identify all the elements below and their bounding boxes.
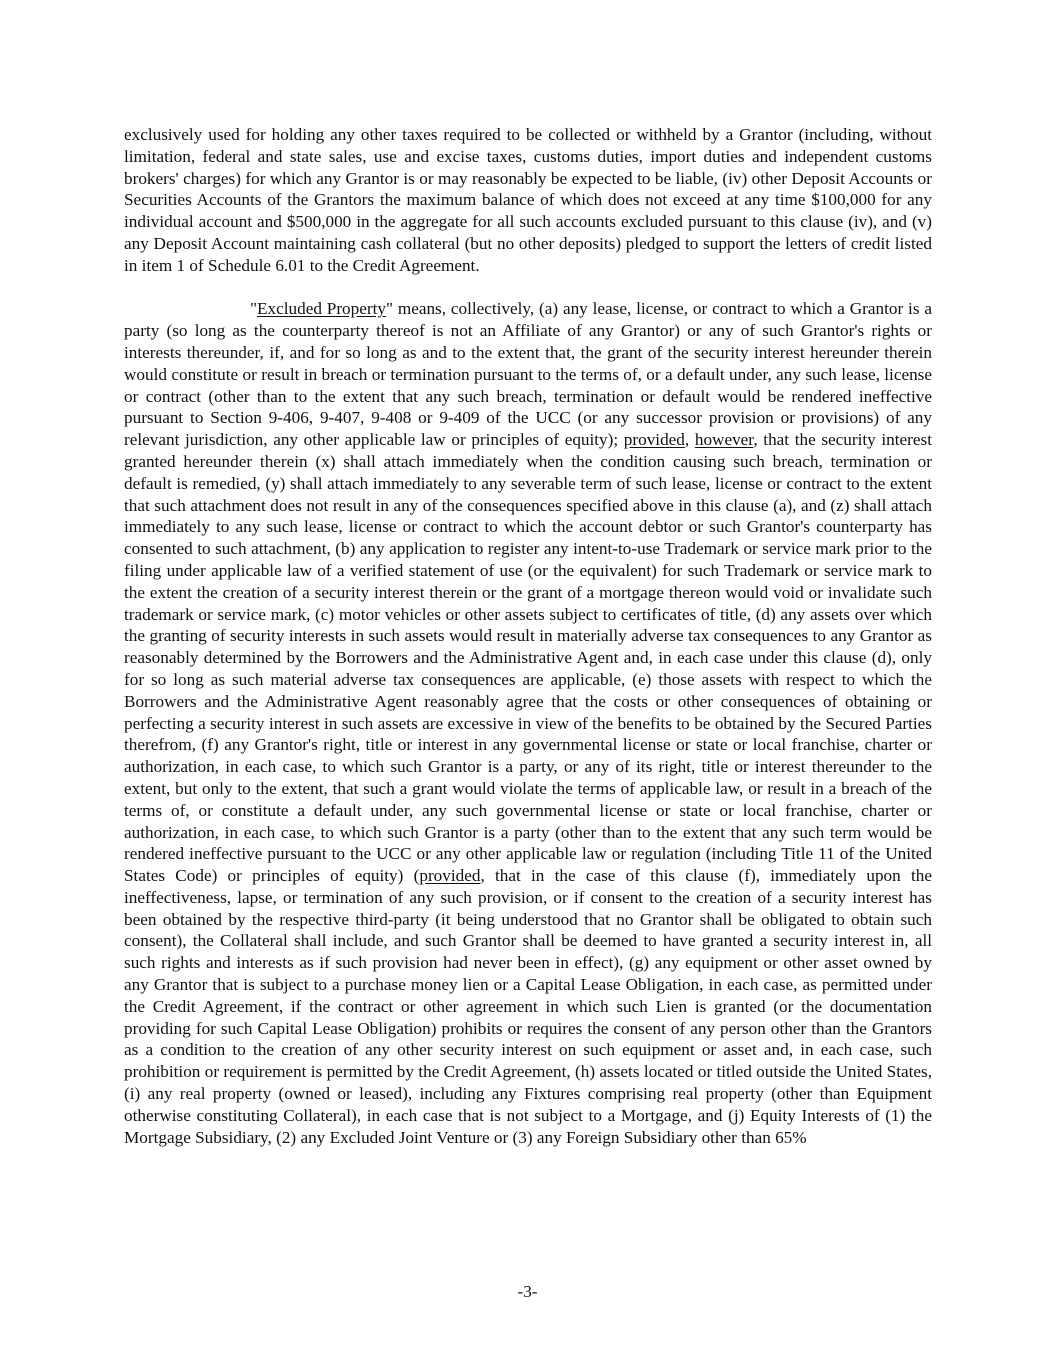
paragraph-2-part-3: , that in the case of this clause (f), immediately upon the ineffectiveness, lapse, or termination of any such provision, or if consent to the creation of a security interest has been obtained by the respective third-party (it being understood that no Grantor shall be obligated to obtain such consent), the Collateral shall include, and such Grantor shall be deemed to have granted a security interest in, all such rights and interests as if such provision had never been in effect), (g) any equipment or other asset owned by any Grantor that is subject to a purchase money lien or a Capital Lease Obligation, in each case, as permitted under the Credit Agreement, if the contract or other agreement in which such Lien is granted (or the documentation providing for such Capital Lease Obligation) prohibits or requires the consent of any person other than the Grantors as a condition to the creation of any other security interest on such equipment or asset and, in each case, such prohibition or requirement is permitted by the Credit Agreement, (h) assets located or titled outside the United States, (i) any real property (owned or leased), including any Fixtures comprising real property (other than Equipment otherwise constituting Collateral), in each case that is not subject to a Mortgage, and (j) Equity Interests of (1) the Mortgage Subsidiary, (2) any Excluded Joint Venture or (3) any Foreign Subsidiary other than 65%	[124, 866, 932, 1147]
document-page	[124, 124, 932, 1148]
paragraph-2-part-1: " means, collectively, (a) any lease, license, or contract to which a Grantor is a party (so long as the counterparty thereof is not an Affiliate of any Grantor) or any of such Grantor's rights or interests thereunder, if, and for so long as and to the extent that, the grant of the security interest hereunder therein would constitute or result in breach or termination pursuant to the terms of, or a default under, any such lease, license or contract (other than to the extent that any such breach, termination or default would be rendered ineffective pursuant to Section 9-406, 9-407, 9-408 or 9-409 of the UCC (or any successor provision or provisions) of any relevant jurisdiction, any other applicable law or principles of equity);	[124, 299, 932, 450]
paragraph-excluded-property	[124, 298, 932, 1148]
open-quote: "	[250, 299, 258, 319]
paragraph-2-part-2: , that the security interest granted hereunder therein (x) shall attach immediately when the condition causing such breach, termination or default is remedied, (y) shall attach immediately to any severable term of such lease, license or contract to the extent that such attachment does not result in any of the consequences specified above in this clause (a), and (z) shall attach immediately to any such lease, license or contract to which the account debtor or such Grantor's counterparty has consented to such attachment, (b) any application to register any intent-to-use Trademark or service mark prior to the filing under applicable law of a verified statement of use (or the equivalent) for such Trademark or service mark to the extent the creation of a security interest therein or the grant of a mortgage thereon would void or invalidate such trademark or service mark, (c) motor vehicles or other assets subject to certificates of title, (d) any assets over which the granting of security interests in such assets would result in materially adverse tax consequences to any Grantor as reasonably determined by the Borrowers and the Administrative Agent and, in each case under this clause (d), only for so long as such material adverse tax consequences are applicable, (e) those assets with respect to which the Borrowers and the Administrative Agent reasonably agree that the costs or other consequences of obtaining or perfecting a security interest in such assets are excessive in view of the benefits to be obtained by the Secured Parties therefrom, (f) any Grantor's right, title or interest in any governmental license or state or local franchise, charter or authorization, in each case, to which such Grantor is a party, or any of its right, title or interest thereunder to the extent, but only to the extent, that such a grant would violate the terms of applicable law, or result in a breach of the terms of, or constitute a default under, any such governmental license or state or local franchise, charter or authorization, in each case, to which such Grantor is a party (other than to the extent that any such term would be rendered ineffective pursuant to the UCC or any other applicable law or regulation (including Title 11 of the United States Code) or principles of equity) (	[124, 430, 932, 886]
provided-term-2: provided	[419, 866, 481, 886]
page-number: -3-	[517, 1282, 538, 1301]
paragraph-1-text: exclusively used for holding any other taxes required to be collected or withheld by a Grantor (including, without limitation, federal and state sales, use and excise taxes, customs duties, import duties and independent customs brokers' charges) for which any Grantor is or may reasonably be expected to be liable, (iv) other Deposit Accounts or Securities Accounts of the Grantors the maximum balance of which does not exceed at any time $100,000 for any individual account and $500,000 in the aggregate for all such accounts excluded pursuant to this clause (iv), and (v) any Deposit Account maintaining cash collateral (but no other deposits) pledged to support the letters of credit listed in item 1 of Schedule 6.01 to the Credit Agreement.	[124, 125, 932, 275]
defined-term-excluded-property: Excluded Property	[257, 299, 386, 319]
however-term: however	[694, 430, 754, 450]
provided-term-1: provided	[623, 430, 685, 450]
paragraph-deposit-accounts	[124, 124, 932, 277]
provided-comma: ,	[684, 430, 695, 450]
